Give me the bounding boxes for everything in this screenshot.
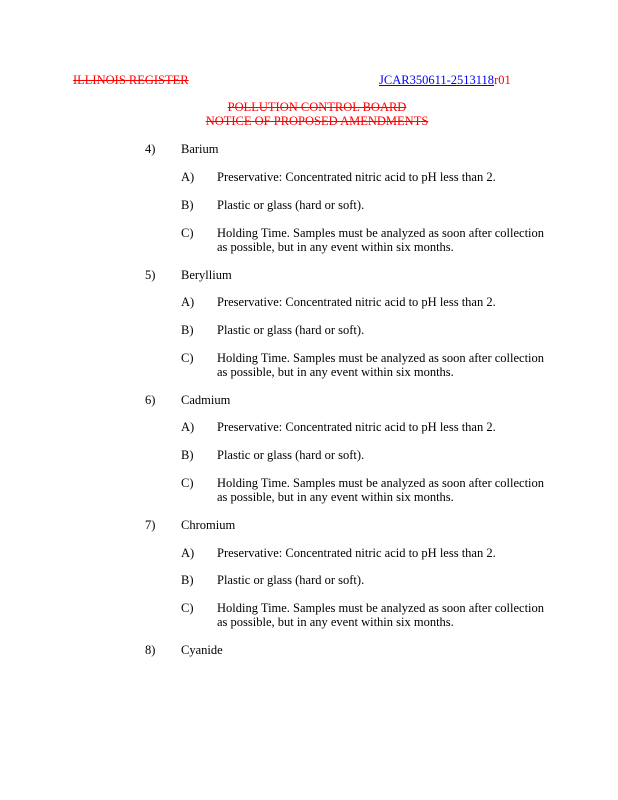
item-name: Beryllium bbox=[181, 268, 232, 282]
jcar-code bbox=[379, 73, 511, 87]
subitem-text: Preservative: Concentrated nitric acid to pH less than 2. bbox=[217, 420, 496, 434]
subitem-text-line2: as possible, but in any event within six months. bbox=[217, 615, 454, 629]
subitem-letter: B) bbox=[181, 573, 194, 587]
subitem-text-line1: Holding Time. Samples must be analyzed as soon after collection bbox=[217, 351, 545, 365]
item-number: 5) bbox=[145, 268, 156, 282]
subitem-text-line1: Holding Time. Samples must be analyzed as soon after collection bbox=[217, 601, 545, 615]
subitem-letter: C) bbox=[181, 601, 194, 615]
subitem-letter: C) bbox=[181, 351, 194, 365]
subitem-letter: B) bbox=[181, 323, 194, 337]
item-name: Cadmium bbox=[181, 393, 231, 407]
subitem-letter: A) bbox=[181, 420, 195, 434]
subitem-letter: B) bbox=[181, 448, 194, 462]
subitem-text: Plastic or glass (hard or soft). bbox=[217, 198, 365, 212]
notice-title: NOTICE OF PROPOSED AMENDMENTS bbox=[205, 114, 429, 128]
jcar-code-suffix: r01 bbox=[494, 73, 511, 87]
jcar-code-inserted: JCAR350611-2513118 bbox=[379, 73, 495, 87]
subitem-letter: C) bbox=[181, 226, 194, 240]
subitem-letter: A) bbox=[181, 546, 195, 560]
subitem-text: Plastic or glass (hard or soft). bbox=[217, 448, 365, 462]
subitem-letter: A) bbox=[181, 170, 195, 184]
subitem-letter: A) bbox=[181, 295, 195, 309]
subitem-text: Preservative: Concentrated nitric acid to pH less than 2. bbox=[217, 170, 496, 184]
subitem-text: Preservative: Concentrated nitric acid to pH less than 2. bbox=[217, 546, 496, 560]
subitem-text-line2: as possible, but in any event within six months. bbox=[217, 365, 454, 379]
subitem-text-line2: as possible, but in any event within six months. bbox=[217, 490, 454, 504]
subitem-text-line1: Holding Time. Samples must be analyzed as soon after collection bbox=[217, 226, 545, 240]
item-name: Barium bbox=[181, 142, 219, 156]
subitem-text-line1: Holding Time. Samples must be analyzed as soon after collection bbox=[217, 476, 545, 490]
item-name: Chromium bbox=[181, 518, 236, 532]
item-number: 4) bbox=[145, 142, 156, 156]
item-name: Cyanide bbox=[181, 643, 223, 657]
item-number: 6) bbox=[145, 393, 156, 407]
subitem-text: Preservative: Concentrated nitric acid to pH less than 2. bbox=[217, 295, 496, 309]
subitem-letter: C) bbox=[181, 476, 194, 490]
register-header: ILLINOIS REGISTER bbox=[73, 73, 189, 87]
item-number: 8) bbox=[145, 643, 156, 657]
subitem-letter: B) bbox=[181, 198, 194, 212]
subitem-text: Plastic or glass (hard or soft). bbox=[217, 323, 365, 337]
subitem-text-line2: as possible, but in any event within six months. bbox=[217, 240, 454, 254]
board-title: POLLUTION CONTROL BOARD bbox=[227, 100, 407, 114]
subitem-text: Plastic or glass (hard or soft). bbox=[217, 573, 365, 587]
item-number: 7) bbox=[145, 518, 156, 532]
